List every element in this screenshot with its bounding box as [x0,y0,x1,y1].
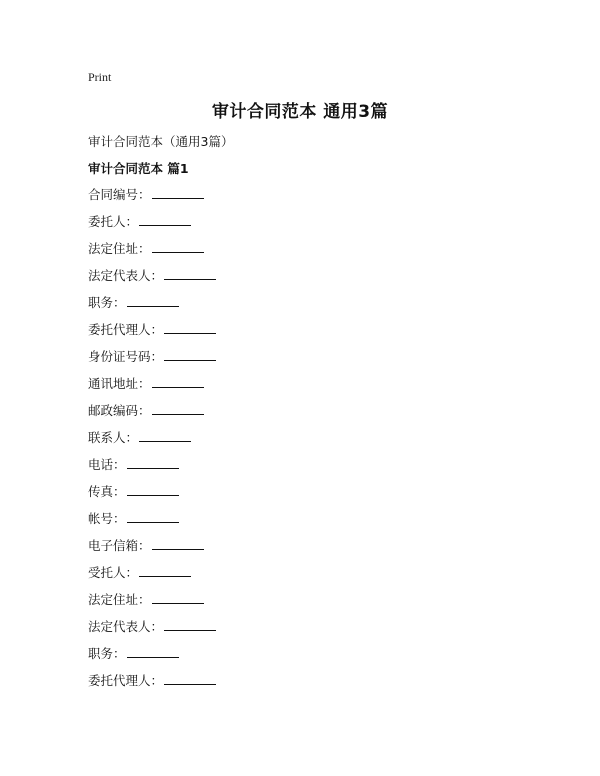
fill-in-blank [127,483,179,496]
field-label: 联系人： [88,430,139,445]
section-heading: 审计合同范本 篇1 [88,161,189,176]
field-label: 委托代理人： [88,673,164,688]
document-subtitle: 审计合同范本（通用3篇） [88,134,234,149]
field-label: 法定代表人： [88,619,164,634]
contract-field-row [88,375,216,402]
fill-in-blank [152,240,204,253]
contract-field-row [88,429,216,456]
fill-in-blank [164,672,216,685]
fill-in-blank [152,186,204,199]
contract-field-row [88,402,216,429]
fill-in-blank [164,618,216,631]
contract-field-row [88,510,216,537]
field-label: 通讯地址： [88,376,151,391]
contract-field-row [88,294,216,321]
contract-field-row [88,537,216,564]
contract-field-row [88,645,216,672]
fill-in-blank [127,294,179,307]
fill-in-blank [164,321,216,334]
field-label: 委托人： [88,214,139,229]
contract-field-row [88,618,216,645]
field-label: 职务： [88,646,126,661]
contract-field-row [88,240,216,267]
field-label: 法定代表人： [88,268,164,283]
fill-in-blank [152,537,204,550]
field-label: 邮政编码： [88,403,151,418]
contract-field-list [88,186,216,699]
fill-in-blank [152,591,204,604]
contract-field-row [88,186,216,213]
field-label: 法定住址： [88,592,151,607]
field-label: 传真： [88,484,126,499]
fill-in-blank [152,402,204,415]
contract-field-row [88,564,216,591]
contract-field-row [88,321,216,348]
field-label: 委托代理人： [88,322,164,337]
field-label: 电话： [88,457,126,472]
field-label: 职务： [88,295,126,310]
contract-field-row [88,456,216,483]
field-label: 电子信箱： [88,538,151,553]
fill-in-blank [139,213,191,226]
field-label: 合同编号： [88,187,151,202]
contract-field-row [88,213,216,240]
field-label: 帐号： [88,511,126,526]
contract-field-row [88,267,216,294]
fill-in-blank [164,267,216,280]
fill-in-blank [139,429,191,442]
document-title: 审计合同范本 通用3篇 [211,102,389,122]
contract-field-row [88,591,216,618]
fill-in-blank [127,645,179,658]
fill-in-blank [164,348,216,361]
fill-in-blank [127,456,179,469]
print-link[interactable]: Print [88,70,112,84]
contract-field-row [88,483,216,510]
contract-field-row [88,672,216,699]
fill-in-blank [127,510,179,523]
contract-field-row [88,348,216,375]
field-label: 身份证号码： [88,349,164,364]
fill-in-blank [152,375,204,388]
fill-in-blank [139,564,191,577]
field-label: 受托人： [88,565,139,580]
field-label: 法定住址： [88,241,151,256]
